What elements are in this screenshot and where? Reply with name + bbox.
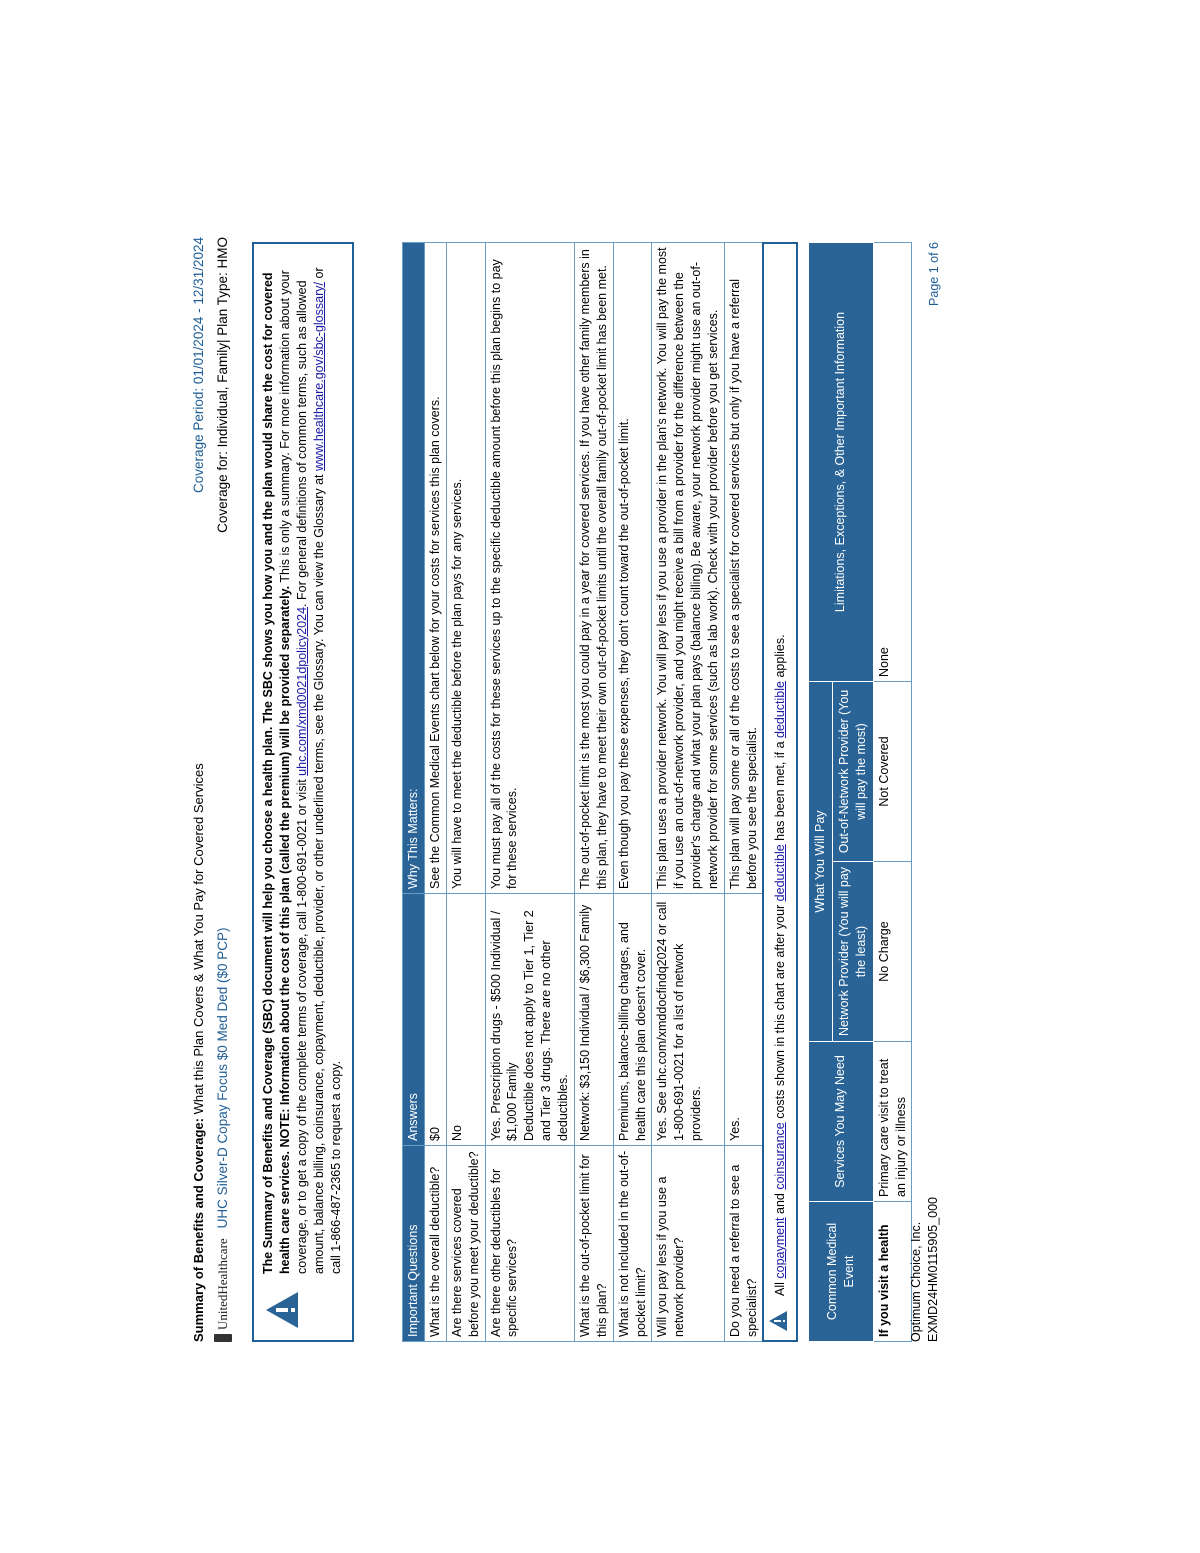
question-cell: Are there services covered before you meet your deductible? <box>446 1146 485 1342</box>
deductible-link[interactable]: deductible <box>772 844 787 902</box>
table-row <box>446 243 485 1342</box>
col-network-provider: Network Provider (You will pay the least) <box>832 862 873 1042</box>
document-header <box>190 237 246 1342</box>
question-cell: Will you pay less if you use a network provider? <box>652 1146 725 1342</box>
notice-bold: The Summary of Benefits and Coverage (SBC) document will help you choose a health plan. The SBC shows you how you and the plan would share the cost for covered health care services. NOTE: Information about the cost of this plan (called the premium) will be provided separately. <box>261 272 292 1274</box>
question-cell: Are there other deductibles for specific services? <box>485 1146 574 1342</box>
notice-end: or call 1-866-487-2365 to request a copy. <box>311 267 343 1274</box>
col-common-medical-event: Common Medical Event <box>809 1202 874 1342</box>
table-row <box>873 243 912 1342</box>
why-cell: This plan uses a provider network. You will pay less if you use a provider in the plan's network. You will pay the most if you use an out-of-network provider, and you might receive a bill from a provider for the difference between the provider's charge and what your plan pays (balance billing). Be aware, your network provider might use an out-of-network provider for some services (such as lab work). Check with your provider before you get services. <box>652 243 725 894</box>
note-and: and <box>772 1189 787 1218</box>
logo-row <box>214 642 232 1342</box>
medical-events-table <box>808 242 912 1342</box>
question-cell: What is the overall deductible? <box>424 1146 446 1342</box>
glossary-link[interactable]: www.healthcare.gov/sbc-glossary/ <box>311 282 326 471</box>
answer-cell: Network: $3,150 Individual / $6,300 Family <box>574 894 613 1146</box>
answer-cell: Yes. See uhc.com/xmddocfindq2024 or call 1-800-691-0021 for a list of network providers. <box>652 894 725 1146</box>
why-cell: The out-of-pocket limit is the most you could pay in a year for covered services. If you have other family members in this plan, they have to meet their own out-of-pocket limits until the overall family out-of-pocket limit has been met. <box>574 243 613 894</box>
coverage-period: Coverage Period: 01/01/2024 - 12/31/2024 <box>191 237 206 493</box>
col-limitations: Limitations, Exceptions, & Other Important Information <box>809 243 874 682</box>
why-cell: You will have to meet the deductible before the plan pays for any services. <box>446 243 485 894</box>
plan-name: UHC Silver-D Copay Focus $0 Med Ded ($0 PCP) <box>214 927 230 1229</box>
rotated-page <box>190 237 970 1342</box>
answer-cell: No <box>446 894 485 1146</box>
table-header-row <box>403 243 425 1342</box>
logo-text: UnitedHealthcare <box>214 1238 230 1330</box>
notice-rest: This is only a summary. For more information about your coverage, or to get a copy of the complete terms of coverage, call 1-800-691-0021 or visit <box>277 270 309 1274</box>
note-mid: costs shown in this chart are after your <box>772 901 787 1123</box>
warning-icon <box>264 1290 305 1330</box>
header-right <box>190 237 232 533</box>
title-bold: Summary of Benefits and Coverage: <box>191 1118 206 1342</box>
copayment-link[interactable]: copayment <box>772 1217 787 1279</box>
notice-rest2: . For general definitions of common terms, such as allowed amount, balance billing, coinsurance, copayment, deductible, provider, or other underlined terms, see the Glossary. You can view the Glossary at <box>294 280 326 1274</box>
warning-icon-small <box>768 1310 793 1332</box>
question-cell: Do you need a referral to see a specialist? <box>724 1146 763 1342</box>
table-row <box>485 243 574 1342</box>
notice-text <box>260 252 344 1274</box>
col-what-you-will-pay: What You Will Pay <box>809 682 833 1042</box>
limits-cell: None <box>873 243 912 682</box>
answer-cell: Premiums, balance-billing charges, and health care this plan doesn't cover. <box>613 894 652 1146</box>
why-cell: See the Common Medical Events chart below for your costs for services this plan covers. <box>424 243 446 894</box>
table-row <box>574 243 613 1342</box>
event-cell: If you visit a health <box>873 1202 912 1342</box>
table-row <box>724 243 763 1342</box>
col-important-questions: Important Questions <box>403 1146 425 1342</box>
title-rest: What this Plan Covers & What You Pay for Covered Services <box>191 763 206 1119</box>
document-title <box>190 642 208 1342</box>
logo-mark-icon <box>214 1334 232 1342</box>
service-cell: Primary care visit to treat an injury or illness <box>873 1042 912 1202</box>
important-questions-table <box>402 242 764 1342</box>
answer-cell: Yes. Prescription drugs - $500 Individual / $1,000 Family Deductible does not apply to Tier 1, Tier 2 and Tier 3 drugs. There are no other deductibles. <box>485 894 574 1146</box>
network-cost-cell: No Charge <box>873 862 912 1042</box>
why-cell: Even though you pay these expenses, they don't count toward the out-of-pocket limit. <box>613 243 652 894</box>
deductible-link-2[interactable]: deductible <box>772 681 787 738</box>
footer-code: EXMD24HM0115905_000 <box>925 1196 940 1342</box>
col-answers: Answers <box>403 894 425 1146</box>
table-row <box>613 243 652 1342</box>
table-row <box>424 243 446 1342</box>
question-cell: What is not included in the out-of-pocket limit? <box>613 1146 652 1342</box>
note-end2: applies. <box>772 634 787 681</box>
note-end: has been met, if a <box>772 738 787 845</box>
coverage-for: Coverage for: Individual, Family| Plan Type: HMO <box>215 237 231 533</box>
coinsurance-link[interactable]: coinsurance <box>772 1122 787 1190</box>
events-header-row-1 <box>809 243 833 1342</box>
header-left <box>190 642 232 1342</box>
col-services: Services You May Need <box>809 1042 874 1202</box>
note-pre: All <box>772 1278 787 1296</box>
table-row <box>652 243 725 1342</box>
notice-box <box>252 242 354 1342</box>
answer-cell: Yes. <box>724 894 763 1146</box>
col-out-of-network-provider: Out-of-Network Provider (You will pay the most) <box>832 682 873 862</box>
why-cell: This plan will pay some or all of the costs to see a specialist for covered services but only if you have a referral before you see the specialist. <box>724 243 763 894</box>
page-footer <box>908 242 942 1342</box>
company-logo <box>214 1238 232 1342</box>
cost-note-text <box>772 634 789 1296</box>
question-cell: What is the out-of-pocket limit for this plan? <box>574 1146 613 1342</box>
oon-cost-cell: Not Covered <box>873 682 912 862</box>
answer-cell: $0 <box>424 894 446 1146</box>
policy-link[interactable]: uhc.com/xmd0021dpolicy2024 <box>294 606 309 776</box>
cost-note-box <box>762 242 798 1342</box>
why-cell: You must pay all of the costs for these services up to the specific deductible amount before this plan begins to pay for these services. <box>485 243 574 894</box>
page-number: Page 1 of 6 <box>927 242 941 306</box>
col-why-matters: Why This Matters: <box>403 243 425 894</box>
footer-company: Optimum Choice, Inc. <box>909 1221 923 1342</box>
